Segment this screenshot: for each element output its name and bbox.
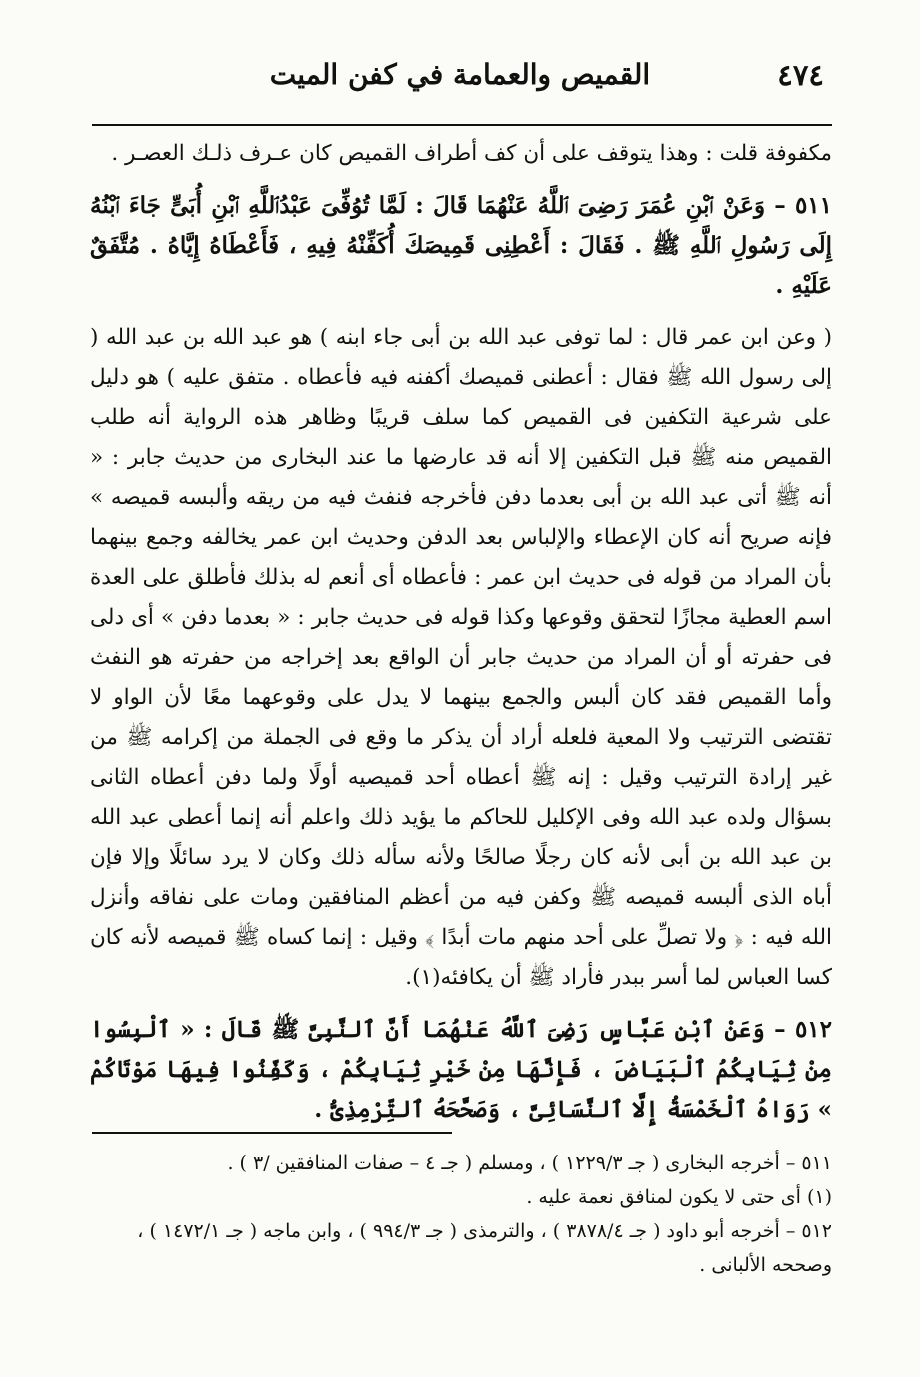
footnote-rule [92,1132,452,1134]
footnotes [90,1146,832,1282]
intro-paragraph: مكفوفة قلت : وهذا يتوقف على أن كف أطراف القميص كان عـرف ذلـك العصـر . [111,141,832,166]
page-title: القميص والعمامة في كفن الميت [269,58,651,91]
commentary-paragraph: ( وعن ابن عمر قال : لما توفى عبد الله بن أبى جاء ابنه ) هو عبد الله بن عبد الله ( إلى رسول الله ﷺ فقال : أعطنى قميصك أكفنه فيه فأعطاه . متفق عليه ) هو دليل على شرعية التكفين فى القميص كما سلف قريبًا وظاهر هذه الرواية أنه طلب القميص منه ﷺ قبل التكفين إلا أنه قد عارضها ما عند البخارى من حديث جابر : « أنه ﷺ أتى عبد الله بن أبى بعدما دفن فأخرجه فنفث فيه من ريقه وألبسه قميصه » فإنه صريح أنه كان الإعطاء والإلباس بعد الدفن وحديث ابن عمر يخالفه وجمع بينهما بأن المراد من قوله فى حديث ابن عمر : فأعطاه أى أنعم له بذلك فأطلق على العدة اسم العطية مجازًا لتحقق وقوعها وكذا قوله فى حديث جابر : « بعدما دفن » أى دلى فى حفرته أو أن المراد من حديث جابر أن الواقع بعد إخراجه من حفرته هو النفث وأما القميص فقد كان ألبس والجمع بينهما لا يدل على وقوعهما معًا لأن الواو لا تقتضى الترتيب ولا المعية فلعله أراد أن يذكر ما وقع فى الجملة من إكرامه ﷺ من غير إرادة الترتيب وقيل : إنه ﷺ أعطاه أحد قميصيه أولًا ولما دفن أعطاه الثانى بسؤال ولده عبد الله وفى الإكليل للحاكم ما يؤيد ذلك واعلم أنه إنما أعطى عبد الله بن عبد الله بن أبى لأنه كان رجلًا صالحًا ولأنه سأله ذلك وكان لا يرد سائلًا وإلا فإن أباه الذى ألبسه قميصه ﷺ وكفن فيه من أعظم المنافقين ومات على نفاقه وأنزل الله فيه : ﴿ ولا تصلِّ على أحد منهم مات أبدًا ﴾ وقيل : إنما كساه ﷺ قميصه لأنه كان كسا العباس لما أسر ببدر فأراد ﷺ أن يكافئه(١). [90,325,832,990]
page-header [88,54,832,104]
hadith-512: ٥١٢ – وَعَنْ ٱبْنِ عَبَّاسٍ رَضِىَ ٱللَّهُ عَنْهُمَا أَنَّ ٱلنَّبِىَّ ﷺ قَالَ : « ٱلْبِسُوا مِنْ ثِيَابِكُمُ ٱلْبَيَاضَ ، فَإِنَّهَا مِنْ خَيْرِ ثِيَابِكُمْ ، وَكَفِّنُوا فِيهَا مَوْتَاكُمْ » رَوَاهُ ٱلْخَمْسَةُ إِلَّا ٱلنَّسَائِىَّ ، وَصَحَّحَهُ ٱلتِّرْمِذِىُّ . [90,1016,832,1123]
header-rule [92,124,832,126]
main-text [90,134,832,1130]
footnote-1: (١) أى حتى لا يكون لمنافق نعمة عليه . [526,1186,832,1208]
footnote-511: ٥١١ – أخرجه البخارى ( جـ ١٢٢٩/٣ ) ، ومسلم ( جـ ٤ – صفات المنافقين /٣ ) . [227,1152,832,1174]
hadith-511: ٥١١ – وَعَنْ ٱبْنِ عُمَرَ رَضِىَ ٱللَّهُ عَنْهُمَا قَالَ : لَمَّا تُوُفِّىَ عَبْدُٱللَّهِ ٱبْنِ أُبَىٍّ جَاءَ ٱبْنُهُ إِلَى رَسُولِ ٱللَّهِ ﷺ . فَقَالَ : أَعْطِنِى قَمِيصَكَ أُكَفِّنْهُ فِيهِ ، فَأَعْطَاهُ إِيَّاهُ . مُتَّفَقٌ عَلَيْهِ . [90,192,832,299]
page-number: ٤٧٤ [777,58,824,92]
footnote-512: ٥١٢ – أخرجه أبو داود ( جـ ٣٨٧٨/٤ ) ، والترمذى ( جـ ٩٩٤/٣ ) ، وابن ماجه ( جـ ١٤٧٢/١ ) ، وصححه الألبانى . [137,1220,832,1276]
